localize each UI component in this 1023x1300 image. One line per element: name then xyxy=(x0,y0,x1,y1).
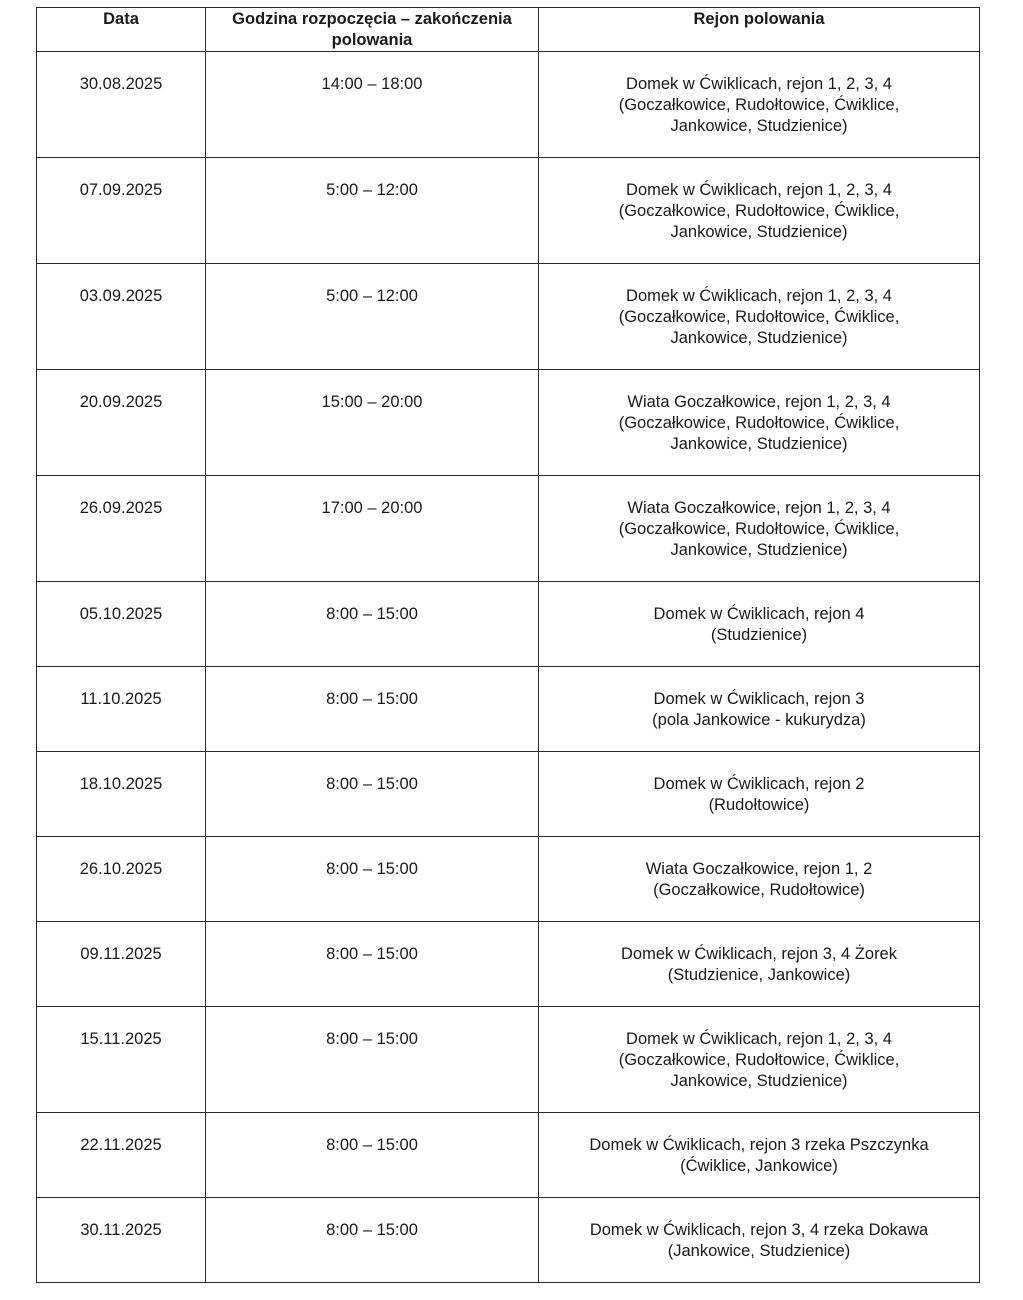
cell-region: Domek w Ćwiklicach, rejon 1, 2, 3, 4 (Goczałkowice, Rudołtowice, Ćwiklice, Jankowice, Studzienice) xyxy=(539,158,980,264)
cell-region: Domek w Ćwiklicach, rejon 1, 2, 3, 4 (Goczałkowice, Rudołtowice, Ćwiklice, Jankowice, Studzienice) xyxy=(539,1007,980,1113)
table-row xyxy=(37,370,980,476)
cell-region: Wiata Goczałkowice, rejon 1, 2, 3, 4 (Goczałkowice, Rudołtowice, Ćwiklice, Jankowice, Studzienice) xyxy=(539,476,980,582)
cell-time: 8:00 – 15:00 xyxy=(206,667,539,752)
cell-time: 14:00 – 18:00 xyxy=(206,52,539,158)
cell-date: 09.11.2025 xyxy=(37,922,206,1007)
table-row xyxy=(37,158,980,264)
cell-time: 5:00 – 12:00 xyxy=(206,158,539,264)
cell-date: 03.09.2025 xyxy=(37,264,206,370)
cell-time: 17:00 – 20:00 xyxy=(206,476,539,582)
table-row xyxy=(37,1007,980,1113)
table-header-row xyxy=(37,8,980,52)
cell-date: 18.10.2025 xyxy=(37,752,206,837)
cell-time: 8:00 – 15:00 xyxy=(206,1113,539,1198)
cell-date: 07.09.2025 xyxy=(37,158,206,264)
table-row xyxy=(37,476,980,582)
cell-region: Domek w Ćwiklicach, rejon 2 (Rudołtowice) xyxy=(539,752,980,837)
cell-time: 5:00 – 12:00 xyxy=(206,264,539,370)
cell-region: Domek w Ćwiklicach, rejon 3, 4 Żorek (Studzienice, Jankowice) xyxy=(539,922,980,1007)
cell-date: 05.10.2025 xyxy=(37,582,206,667)
table-row xyxy=(37,1113,980,1198)
cell-date: 22.11.2025 xyxy=(37,1113,206,1198)
cell-time: 8:00 – 15:00 xyxy=(206,582,539,667)
cell-region: Domek w Ćwiklicach, rejon 1, 2, 3, 4 (Goczałkowice, Rudołtowice, Ćwiklice, Jankowice, Studzienice) xyxy=(539,264,980,370)
table-row xyxy=(37,752,980,837)
cell-date: 30.11.2025 xyxy=(37,1198,206,1283)
cell-time: 15:00 – 20:00 xyxy=(206,370,539,476)
table-row xyxy=(37,667,980,752)
cell-region: Domek w Ćwiklicach, rejon 3, 4 rzeka Dokawa (Jankowice, Studzienice) xyxy=(539,1198,980,1283)
header-date: Data xyxy=(37,8,206,52)
cell-time: 8:00 – 15:00 xyxy=(206,922,539,1007)
cell-time: 8:00 – 15:00 xyxy=(206,1198,539,1283)
cell-region: Domek w Ćwiklicach, rejon 1, 2, 3, 4 (Goczałkowice, Rudołtowice, Ćwiklice, Jankowice, Studzienice) xyxy=(539,52,980,158)
header-region: Rejon polowania xyxy=(539,8,980,52)
cell-region: Domek w Ćwiklicach, rejon 3 (pola Jankowice - kukurydza) xyxy=(539,667,980,752)
table-row xyxy=(37,52,980,158)
cell-region: Domek w Ćwiklicach, rejon 3 rzeka Pszczynka (Ćwiklice, Jankowice) xyxy=(539,1113,980,1198)
cell-region: Domek w Ćwiklicach, rejon 4 (Studzienice) xyxy=(539,582,980,667)
table-row xyxy=(37,264,980,370)
table-row xyxy=(37,1198,980,1283)
cell-time: 8:00 – 15:00 xyxy=(206,752,539,837)
cell-date: 20.09.2025 xyxy=(37,370,206,476)
table-row xyxy=(37,837,980,922)
header-time: Godzina rozpoczęcia – zakończenia polowania xyxy=(206,8,539,52)
cell-time: 8:00 – 15:00 xyxy=(206,1007,539,1113)
table-row xyxy=(37,582,980,667)
cell-date: 26.10.2025 xyxy=(37,837,206,922)
table-row xyxy=(37,922,980,1007)
cell-region: Wiata Goczałkowice, rejon 1, 2, 3, 4 (Goczałkowice, Rudołtowice, Ćwiklice, Jankowice, Studzienice) xyxy=(539,370,980,476)
cell-region: Wiata Goczałkowice, rejon 1, 2 (Goczałkowice, Rudołtowice) xyxy=(539,837,980,922)
cell-date: 15.11.2025 xyxy=(37,1007,206,1113)
hunting-schedule-table xyxy=(36,7,980,1283)
cell-time: 8:00 – 15:00 xyxy=(206,837,539,922)
cell-date: 30.08.2025 xyxy=(37,52,206,158)
cell-date: 26.09.2025 xyxy=(37,476,206,582)
cell-date: 11.10.2025 xyxy=(37,667,206,752)
